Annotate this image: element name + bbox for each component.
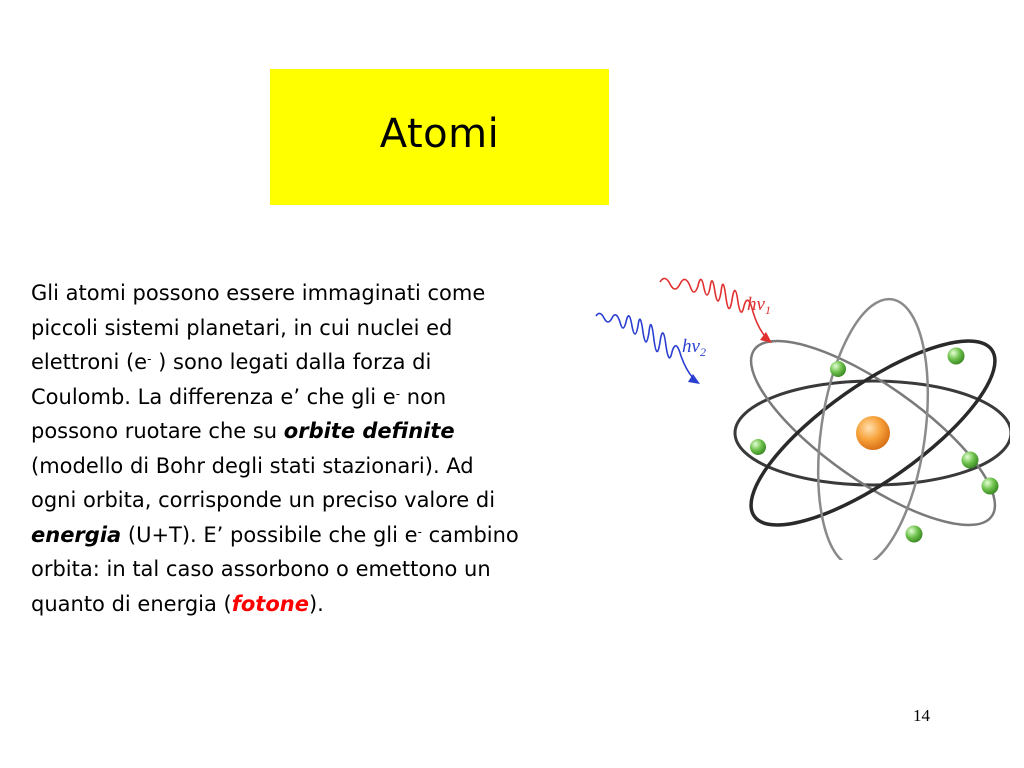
page-number: 14 <box>913 706 930 725</box>
body-text-segment: (U+T). E’ possibile che gli e <box>121 522 418 547</box>
body-line-7 <box>31 483 631 518</box>
body-text-segment: piccoli sistemi planetari, in cui nuclei ed <box>31 315 453 340</box>
slide-title: Atomi <box>379 111 500 157</box>
body-text-segment: cambino <box>421 522 519 547</box>
atom-illustration <box>590 270 1010 560</box>
body-text-segment: elettroni (e <box>31 350 148 374</box>
nucleus <box>856 416 890 450</box>
electron <box>962 452 979 469</box>
body-text-segment: non <box>400 384 447 409</box>
body-line-6 <box>31 449 631 484</box>
arrow-head-hv2 <box>688 374 700 384</box>
emphasis-orbite-definite: orbite definite <box>283 419 455 443</box>
body-line-10 <box>31 587 631 622</box>
emphasis-fotone: fotone <box>231 591 309 616</box>
body-text-segment: ). <box>308 591 324 616</box>
electron <box>830 361 846 377</box>
body-line-8 <box>31 518 631 553</box>
electron-charge-superscript: - <box>417 524 422 539</box>
body-text-segment: possono ruotare che su <box>31 419 284 443</box>
emphasis-energia: energia <box>31 522 122 547</box>
label-hv2: $h\nu_2$ <box>682 336 706 359</box>
title-box <box>270 69 609 205</box>
photon-hv2 <box>596 313 706 384</box>
electron <box>750 439 766 455</box>
electron-charge-superscript: - <box>147 352 152 366</box>
body-line-9 <box>31 552 631 587</box>
arrow-head-hv1 <box>760 332 772 343</box>
body-line-1 <box>31 276 631 311</box>
body-text-segment: Coulomb. La differenza e’ che gli e <box>31 384 396 409</box>
photon-hv1 <box>660 278 772 343</box>
body-line-3 <box>31 345 631 380</box>
electron <box>982 478 999 495</box>
electron-charge-superscript: - <box>395 386 401 401</box>
body-text-segment: ogni orbita, corrisponde un preciso valore di <box>31 488 496 512</box>
electron <box>906 526 923 543</box>
body-text-segment: Gli atomi possono essere immaginati come <box>31 281 486 305</box>
body-text-segment: orbita: in tal caso assorbono o emettono un <box>31 557 491 581</box>
body-line-4 <box>31 380 631 415</box>
wave-hv2 <box>596 313 693 378</box>
body-line-2 <box>31 311 631 346</box>
body-line-5 <box>31 414 631 449</box>
label-hv1: $h\nu_1$ <box>747 294 771 317</box>
body-text-segment: ) sono legati dalla forza di <box>151 350 432 374</box>
body-text-segment: quanto di energia ( <box>31 591 232 616</box>
body-text-segment: (modello di Bohr degli stati stazionari). Ad <box>31 453 474 478</box>
electron <box>948 348 965 365</box>
body-paragraph <box>31 276 631 621</box>
